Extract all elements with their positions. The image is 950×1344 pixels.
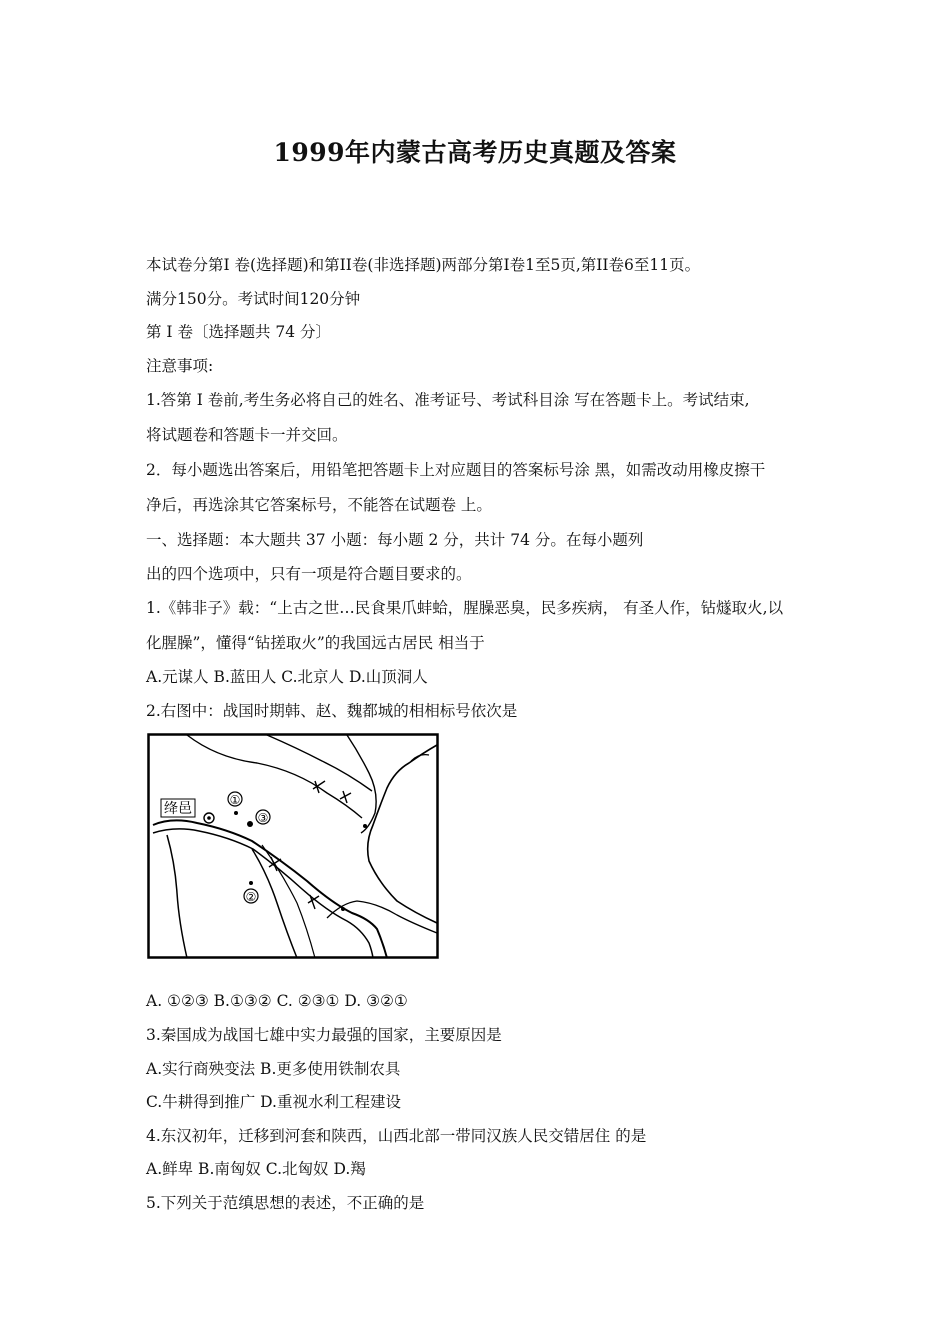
text-line: 出的四个选项中，只有一项是符合题目要求的。 xyxy=(146,565,472,583)
capital-marker xyxy=(207,816,211,820)
capital-dot xyxy=(341,907,345,911)
text-line: C.牛耕得到推广 D.重视水利工程建设 xyxy=(146,1093,401,1111)
text-line: 净后，再选涂其它答案标号，不能答在试题卷 上。 xyxy=(146,496,492,514)
map-frame xyxy=(149,735,438,958)
text-line: 1.《韩非子》载：“上古之世…民食果爪蚌蛤，腥臊恶臭，民多疾病， 有圣人作，钻燧取火,以 xyxy=(146,599,784,617)
capital-dot xyxy=(363,824,367,828)
capital-dot xyxy=(249,881,253,885)
text-line: 第 Ⅰ 卷〔选择题共 74 分〕 xyxy=(146,323,332,341)
text-line: 满分150分。考试时间120分钟 xyxy=(146,290,361,308)
text-line: A.元谋人 B.蓝田人 C.北京人 D.山顶洞人 xyxy=(146,668,428,686)
marker-3-label: ③ xyxy=(257,811,269,825)
text-line: 5.下列关于范缜思想的表述，不正确的是 xyxy=(146,1194,425,1212)
text-line: 将试题卷和答题卡一并交回。 xyxy=(146,426,348,444)
city-label: 绛邑 xyxy=(164,802,192,817)
text-line: 1.答第 Ⅰ 卷前,考生务必将自己的姓名、准考证号、考试科目涂 写在答题卡上。考试结束, xyxy=(146,391,750,409)
text-line: 本试卷分第Ⅰ 卷(选择题)和第II卷(非选择题)两部分第Ⅰ卷1至5页,第II卷6至11页。 xyxy=(146,256,701,274)
page-title: 1999年内蒙古高考历史真题及答案 xyxy=(273,138,677,167)
warring-states-map xyxy=(147,733,439,959)
text-line: 2.右图中：战国时期韩、赵、魏都城的相相标号依次是 xyxy=(146,702,518,720)
capital-dot xyxy=(234,811,238,815)
capital-dot xyxy=(247,821,253,827)
text-line: A.实行商殃变法 B.更多使用铁制农具 xyxy=(146,1060,401,1078)
marker-1-label: ① xyxy=(229,793,241,807)
text-line: 化腥臊”，懂得“钻搓取火”的我国远古居民 相当于 xyxy=(146,634,485,652)
marker-2-label: ② xyxy=(245,890,257,904)
text-line: 注意事项: xyxy=(146,357,214,375)
text-line: A. ①②③ B.①③② C. ②③① D. ③②① xyxy=(146,992,408,1010)
text-line: 2．每小题选出答案后，用铅笔把答题卡上对应题目的答案标号涂 黑，如需改动用橡皮擦干 xyxy=(146,461,766,479)
text-line: 4.东汉初年，迁移到河套和陕西，山西北部一带同汉族人民交错居住 的是 xyxy=(146,1127,647,1145)
text-line: 一、选择题：本大题共 37 小题：每小题 2 分，共计 74 分。在每小题列 xyxy=(146,531,644,549)
text-line: 3.秦国成为战国七雄中实力最强的国家，主要原因是 xyxy=(146,1026,502,1044)
text-line: A.鲜卑 B.南匈奴 C.北匈奴 D.羯 xyxy=(146,1160,366,1178)
